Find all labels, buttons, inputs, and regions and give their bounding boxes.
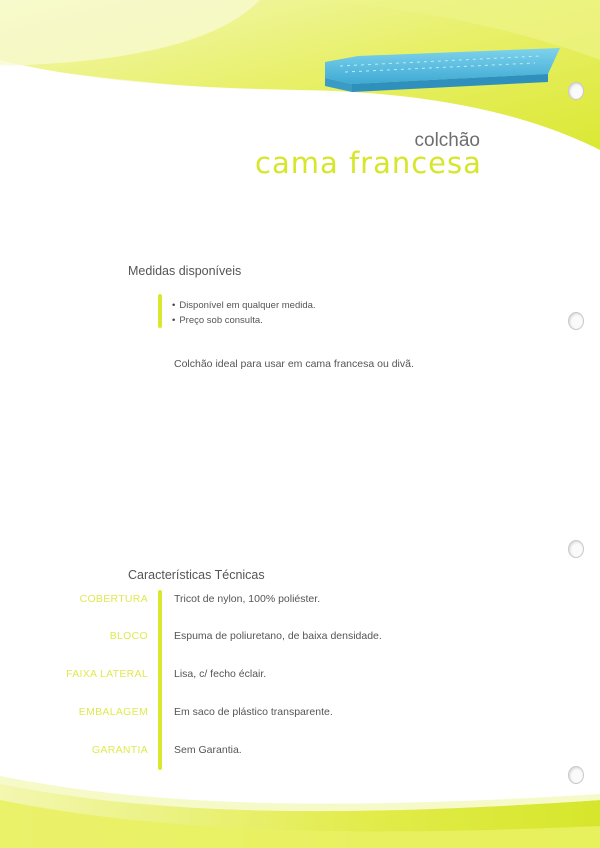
page-title: cama francesa xyxy=(255,146,482,180)
measures-accent-bar xyxy=(158,294,162,328)
spec-row xyxy=(0,668,600,684)
spec-label: BLOCO xyxy=(109,630,148,642)
product-description: Colchão ideal para usar em cama francesa ou divã. xyxy=(174,358,414,370)
measures-heading: Medidas disponíveis xyxy=(128,264,242,278)
spec-label: EMBALAGEM xyxy=(78,706,148,718)
measures-item: • Disponível em qualquer medida. xyxy=(172,298,316,313)
spec-value: Em saco de plástico transparente. xyxy=(174,706,333,718)
spec-value: Espuma de poliuretano, de baixa densidade. xyxy=(174,630,382,642)
binder-hole-top xyxy=(568,82,584,100)
spec-row xyxy=(0,593,600,609)
spec-value: Lisa, c/ fecho éclair. xyxy=(174,668,267,680)
binder-hole-upper xyxy=(568,312,584,330)
binder-hole-bottom xyxy=(568,766,584,784)
spec-row xyxy=(0,744,600,760)
spec-value: Sem Garantia. xyxy=(174,744,242,756)
binder-hole-lower xyxy=(568,540,584,558)
spec-label: COBERTURA xyxy=(79,593,148,605)
spec-label: GARANTIA xyxy=(91,744,148,756)
spec-row xyxy=(0,706,600,722)
measures-list xyxy=(172,298,316,328)
specs-heading: Características Técnicas xyxy=(128,568,265,582)
measures-item: • Preço sob consulta. xyxy=(172,313,316,328)
title-small: colchão xyxy=(414,130,480,151)
spec-value: Tricot de nylon, 100% poliéster. xyxy=(174,593,321,605)
spec-label: FAIXA LATERAL xyxy=(66,668,148,680)
spec-row xyxy=(0,630,600,646)
